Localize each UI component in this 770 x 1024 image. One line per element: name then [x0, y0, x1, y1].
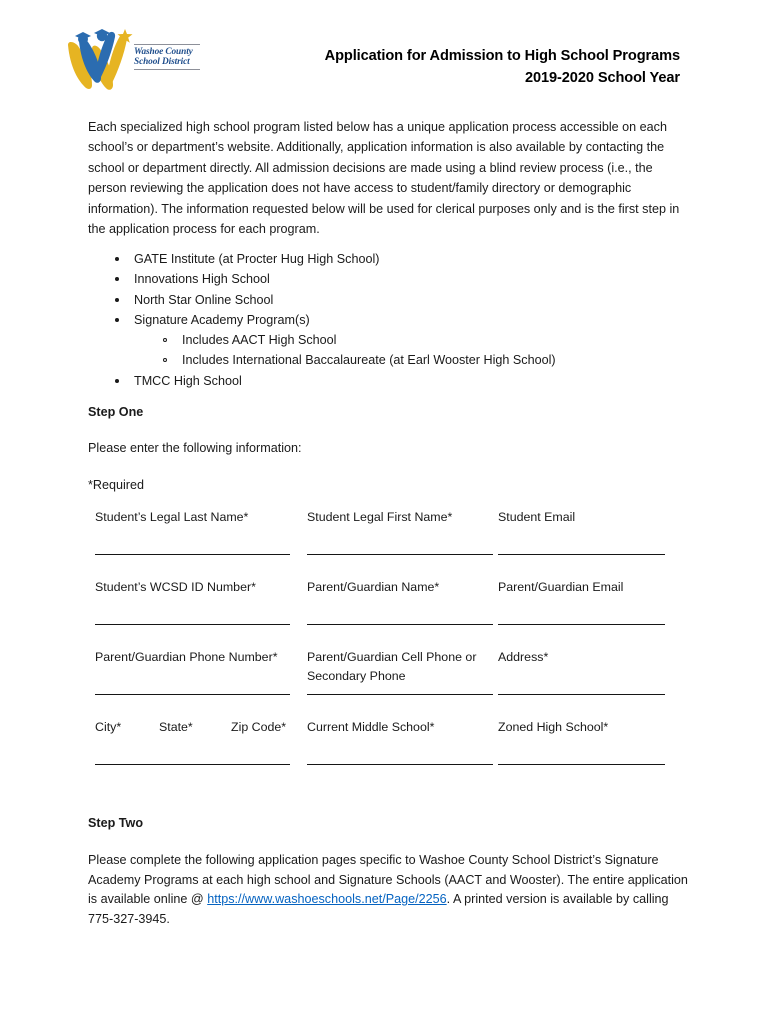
parent-guardian-name-input[interactable]: [307, 624, 493, 625]
bullet-ring-icon: [163, 338, 167, 342]
field-student-legal-first-name: [307, 508, 493, 527]
document-header: [0, 0, 770, 110]
field-label: Address*: [498, 650, 549, 664]
field-student-wcsd-id-number: [95, 578, 295, 597]
field-label: Student’s Legal Last Name*: [95, 510, 249, 524]
step-one-instruction: Please enter the following information:: [88, 441, 302, 455]
student-legal-last-name-input[interactable]: [95, 554, 290, 555]
program-list: [88, 249, 682, 391]
field-label: Student Legal First Name*: [307, 510, 453, 524]
title-line-1: Application for Admission to High School Programs: [324, 48, 680, 64]
field-parent-guardian-phone-number: [95, 648, 295, 667]
list-item: [88, 350, 682, 370]
parent-guardian-email-input[interactable]: [498, 624, 665, 625]
washoe-county-school-district-logo-icon: [62, 27, 136, 91]
student-wcsd-id-number-input[interactable]: [95, 624, 290, 625]
field-label: Student Email: [498, 510, 576, 524]
field-label: Student’s WCSD ID Number*: [95, 580, 256, 594]
step-two-heading: Step Two: [88, 816, 144, 830]
list-item-label: Includes AACT High School: [182, 333, 337, 348]
parent-guardian-phone-number-input[interactable]: [95, 694, 290, 695]
list-item: [88, 290, 682, 310]
form-row: [0, 508, 770, 578]
step-two-paragraph: [88, 851, 688, 929]
field-label: Parent/Guardian Cell Phone or Secondary Phone: [307, 650, 477, 683]
list-item: [88, 269, 682, 289]
list-item: [88, 310, 682, 330]
field-parent-guardian-name: [307, 578, 493, 597]
parent-guardian-cell-phone-input[interactable]: [307, 694, 493, 695]
bullet-dot-icon: [115, 257, 119, 261]
bullet-dot-icon: [115, 277, 119, 281]
field-student-legal-last-name: [95, 508, 295, 527]
list-item-label: North Star Online School: [134, 292, 274, 307]
required-note: *Required: [88, 478, 145, 492]
field-label: Parent/Guardian Name*: [307, 580, 440, 594]
field-parent-guardian-cell-phone: [307, 648, 493, 685]
field-zoned-high-school: [498, 718, 673, 737]
intro-paragraph: Each specialized high school program listed below has a unique application process accessible on each school’s or department’s website. Additionally, application information is also available by contacting the school or department directly. All admission decisions are made using a blind review process (i.e., the person reviewing the application does not have access to student/family directory or demographic information). The information requested below will be used for clerical purposes only and is the first step in the application process for each program.: [88, 120, 680, 237]
form-row: [0, 648, 770, 718]
list-item-label: Innovations High School: [134, 272, 270, 287]
list-item: [88, 371, 682, 391]
form-row: [0, 578, 770, 648]
list-item-label: GATE Institute (at Procter Hug High School): [134, 252, 380, 266]
list-item-label: Signature Academy Program(s): [134, 312, 310, 327]
applicant-info-form: [0, 508, 770, 788]
field-student-email: [498, 508, 673, 527]
bullet-dot-icon: [115, 318, 119, 322]
list-item-label: Includes International Baccalaureate (at Earl Wooster High School): [182, 353, 556, 368]
city-state-zip-input[interactable]: [95, 764, 290, 765]
student-email-input[interactable]: [498, 554, 665, 555]
field-label: Zoned High School*: [498, 720, 609, 734]
bullet-dot-icon: [115, 379, 119, 383]
step-one-heading: Step One: [88, 405, 144, 419]
form-row: [0, 718, 770, 788]
list-item-label: TMCC High School: [134, 373, 242, 388]
field-label: Parent/Guardian Phone Number*: [95, 650, 278, 664]
step-two-text-after-link: . A printed version is available by calling 775-327-3945.: [88, 892, 669, 926]
step-two-text-before-link: Please complete the following application pages specific to Washoe County School District’s Signature Academy Programs at each high school and Signature Schools (AACT and Wooster). The entire application is available online @: [88, 853, 688, 907]
title-line-2: 2019-2020 School Year: [524, 70, 680, 86]
bullet-dot-icon: [115, 298, 119, 302]
address-input[interactable]: [498, 694, 665, 695]
wordmark-line-2: School District: [134, 57, 190, 68]
wordmark-line-1: Washoe County: [134, 46, 193, 57]
list-item: [88, 330, 682, 350]
district-logo: [62, 27, 197, 93]
field-label-city: City*: [95, 720, 122, 734]
field-label-zip-code: Zip Code*: [231, 720, 287, 734]
field-parent-guardian-email: [498, 578, 673, 597]
page-title: [180, 45, 680, 89]
student-legal-first-name-input[interactable]: [307, 554, 493, 555]
bullet-ring-icon: [163, 358, 167, 362]
field-label: Parent/Guardian Email: [498, 580, 624, 594]
field-current-middle-school: [307, 718, 493, 737]
field-label-state: State*: [159, 720, 193, 734]
list-item: [88, 249, 682, 269]
application-url-link[interactable]: https://www.washoeschools.net/Page/2256: [207, 892, 447, 907]
field-address: [498, 648, 673, 667]
current-middle-school-input[interactable]: [307, 764, 493, 765]
zoned-high-school-input[interactable]: [498, 764, 665, 765]
field-label: Current Middle School*: [307, 720, 435, 734]
